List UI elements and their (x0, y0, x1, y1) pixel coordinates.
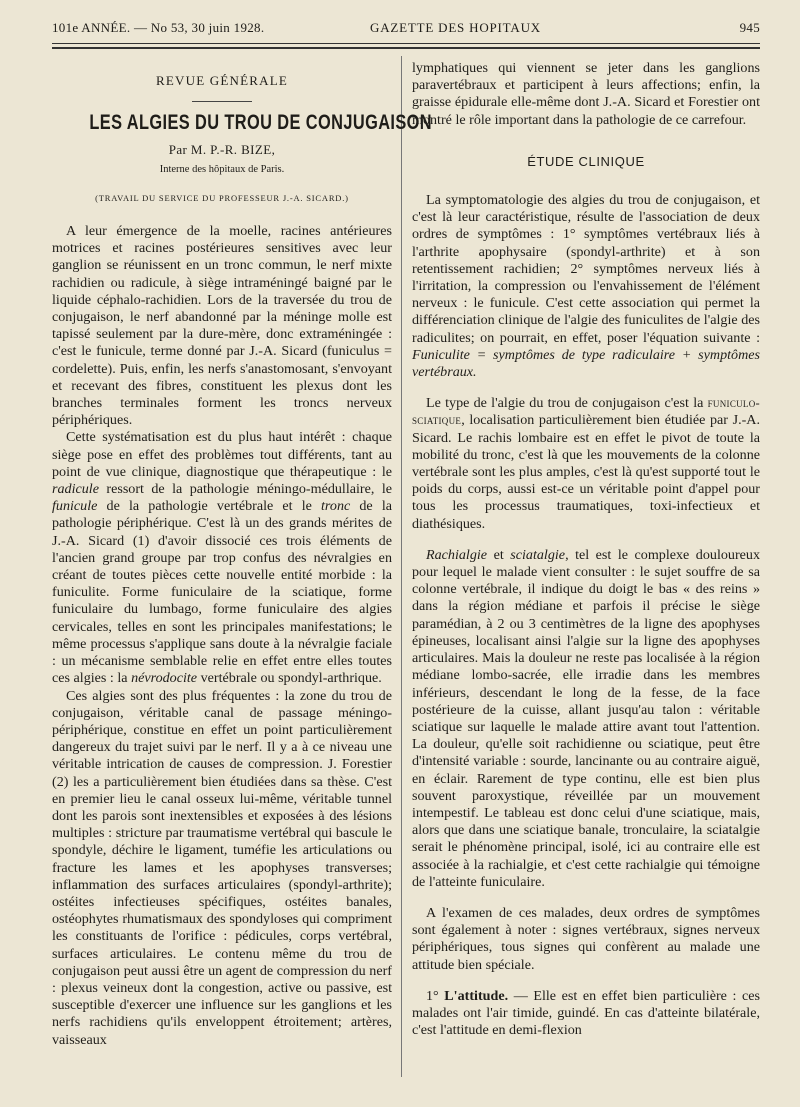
paragraph-systematisation: Cette systématisation est du plus haut intérêt : chaque siège pose en effet des problèmes tout différents, tant au point de vue clinique, diagnostique que thérapeutique : le radicule ressort de la pathologie méningo-médullaire, le funicule de la pathologie vertébrale et le tronc de la pathologie périphérique. C'est là un des grands mérites de J.-A. Sicard (1) d'avoir dissocié ces trois éléments de l'ancien grand groupe par trop confus des névralgies en créant de toutes pièces cette nouvelle entité morbide : la funiculite. Forme funiculaire de la sciatique, forme funiculaire du lumbago, forme funiculaire des algies cervicales, telles en sont les principales manifestations; le même processus s'applique sans doute à la névralgie faciale : un mécanisme semblable relie en effet entre elles toutes ces algies : la névrodocite vertébrale ou spondyl-arthrique. (52, 429, 392, 687)
article-title: LES ALGIES DU TROU DE CONJUGAISON (89, 111, 433, 135)
header-rule-thick (52, 47, 760, 49)
section-title: REVUE GÉNÉRALE (156, 73, 288, 88)
service-note: (TRAVAIL DU SERVICE DU PROFESSEUR J.-A. SICARD.) (95, 192, 349, 203)
paragraph-examen: A l'examen de ces malades, deux ordres de symptômes sont également à noter : signes vertébraux, signes nerveux périphériques, tous signes qui confèrent au malade une attitude bien spéciale. (412, 904, 760, 973)
right-column (412, 60, 760, 1039)
paragraph-symptomatology: La symptomatologie des algies du trou de conjugaison, et c'est là leur caractéristique, résulte de l'association de deux ordres de symptômes : 1° symptômes vertébraux liés à l'arthrite apophysaire (spondyl-arthrite) et à son retentissement rachidien; 2° symptômes nerveux liés à l'irritation, la compression ou l'envahissement de l'élément nerveux : le funicule. C'est cette association qui permet la différenciation clinique de l'algie des funiculites de l'algie des radiculites; on pourrait, en effet, poser l'équation suivante : Funiculite = symptômes de type radiculaire + symptômes vertébraux. (412, 192, 760, 381)
paragraph-intro: A leur émergence de la moelle, racines antérieures motrices et racines postérieures sensitives avec leur ganglion se réunissent en un tronc commun, le nerf mixte rachidien ou radicule, à siège intraméningé baigné par le liquide céphalo-rachidien. Lors de la traversée du trou de conjugaison, le nerf abandonné par la méninge molle est tapissé seulement par la dure-mère, donc extraméningée : c'est le funicule, terme donné par J.-A. Sicard (funiculus = cordelette). Puis, enfin, les nerfs s'anastomosant, s'envoyant et recevant des fibres, constituent les plexus dont les branches terminales forment les troncs nerveux périphériques. (52, 223, 392, 429)
header-rule-thin (52, 43, 760, 44)
paragraph-continuation: lymphatiques qui viennent se jeter dans les ganglions paravertébraux et participent à leurs affections; enfin, la graisse épidurale elle-même dont J.-A. Sicard et Forestier ont montré le rôle important dans la pathologie de ce carrefour. (412, 60, 760, 128)
paragraph-attitude: 1° L'attitude. — Elle est en effet bien particulière : ces malades ont l'air timide, guindé. En cas d'atteinte bilatérale, c'est l'attitude en demi-flexion (412, 987, 761, 1039)
column-divider (401, 56, 402, 1077)
page-header (52, 20, 760, 42)
paragraph-type: Le type de l'algie du trou de conjugaison c'est la funiculo-sciatique, localisation particulièrement bien étudiée par J.-A. Sicard. Le rachis lombaire est en effet le pivot de toute la mobilité du tronc, c'est là que les mouvements de la colonne vertébrale sont les plus amples, c'est là qu'est supporté tout le poids du corps, aussi est-ce un véritable point d'appel pour tous les processus traumatiques, toxi-infectieux et diathésiques. (412, 395, 760, 532)
title-divider (192, 101, 252, 102)
left-column (52, 60, 433, 1049)
issue-info: 101e ANNÉE. — No 53, 30 juin 1928. (52, 20, 265, 35)
author-affiliation: Interne des hôpitaux de Paris. (159, 163, 285, 175)
paragraph-rachialgie: Rachialgie et sciatalgie, tel est le complexe douloureux pour lequel le malade vient consulter : le sujet souffre de sa colonne vertébrale, il indique du doigt le bas « des reins » dans la région médiane et parfois il précise le siège paramédian, à 2 ou 3 centimètres de la ligne des apophyses épineuses, localisant ainsi l'algie sur la ligne des apophyses articulaires. Mais la douleur ne reste pas localisée à la région médiane lombo-sacrée, elle irradie dans les membres inférieurs, descendant le long de la fesse, de la face postérieure de la cuisse, allant jusqu'au talon : véritable sciatique sur laquelle le malade attire avant tout l'attention. La douleur, qu'elle soit rachidienne ou sciatique, peut être d'intensité variable : sourde, lancinante ou au contraire aiguë, en éclair. Rarement de type continu, elle est bien plus souvent paroxystique, réveillée par un mouvement intempestif. Le tableau est donc celui d'une sciatique, mais, alors que dans une sciatique banale, tronculaire, la sciatalgie serait le phénomène principal, isolé, ici au contraire elle est associée à la rachialgie, et c'est cette rachialgie qui témoigne de l'atteinte funiculaire. (412, 546, 760, 890)
page-number: 945 (739, 20, 760, 35)
publication-title: GAZETTE DES HOPITAUX (370, 20, 541, 35)
author-line: Par M. P.-R. BIZE, (168, 142, 276, 158)
paragraph-frequency: Ces algies sont des plus fréquentes : la zone du trou de conjugaison, véritable canal de passage méningo-périphérique, constitue en effet un point particulièrement dangereux du trajet suivi par le nerf. Il y a à ce niveau une véritable intrication de causes de compression. J. Forestier (2) les a particulièrement bien étudiées dans sa thèse. C'est en premier lieu le canal osseux lui-même, véritable tunnel dont les parois sont inextensibles et exposées à des lésions multiples : stricture par traumatisme vertébral qui bascule le spondyle, déchire le ligament, tuméfie les articulations ou fracture les lames et les apophyses transverses; inflammation des surfaces articulaires (spondyl-arthrite); ostéites infectieuses spécifiques, ostéites banales, ostéophytes rhumatismaux des spondyloses qui compriment les constituants de l'orifice : pédicules, corps vertébral, surfaces articulaires. Le contenu même du trou de conjugaison peut aussi être un agent de compression du nerf : plexus veineux dont la congestion, active ou passive, est susceptible d'exercer une influence sur les ganglions et les nerfs rachidiens qu'ils enveloppent étroitement; artères, vaisseaux (52, 687, 392, 1048)
section-heading: ÉTUDE CLINIQUE (527, 153, 645, 169)
